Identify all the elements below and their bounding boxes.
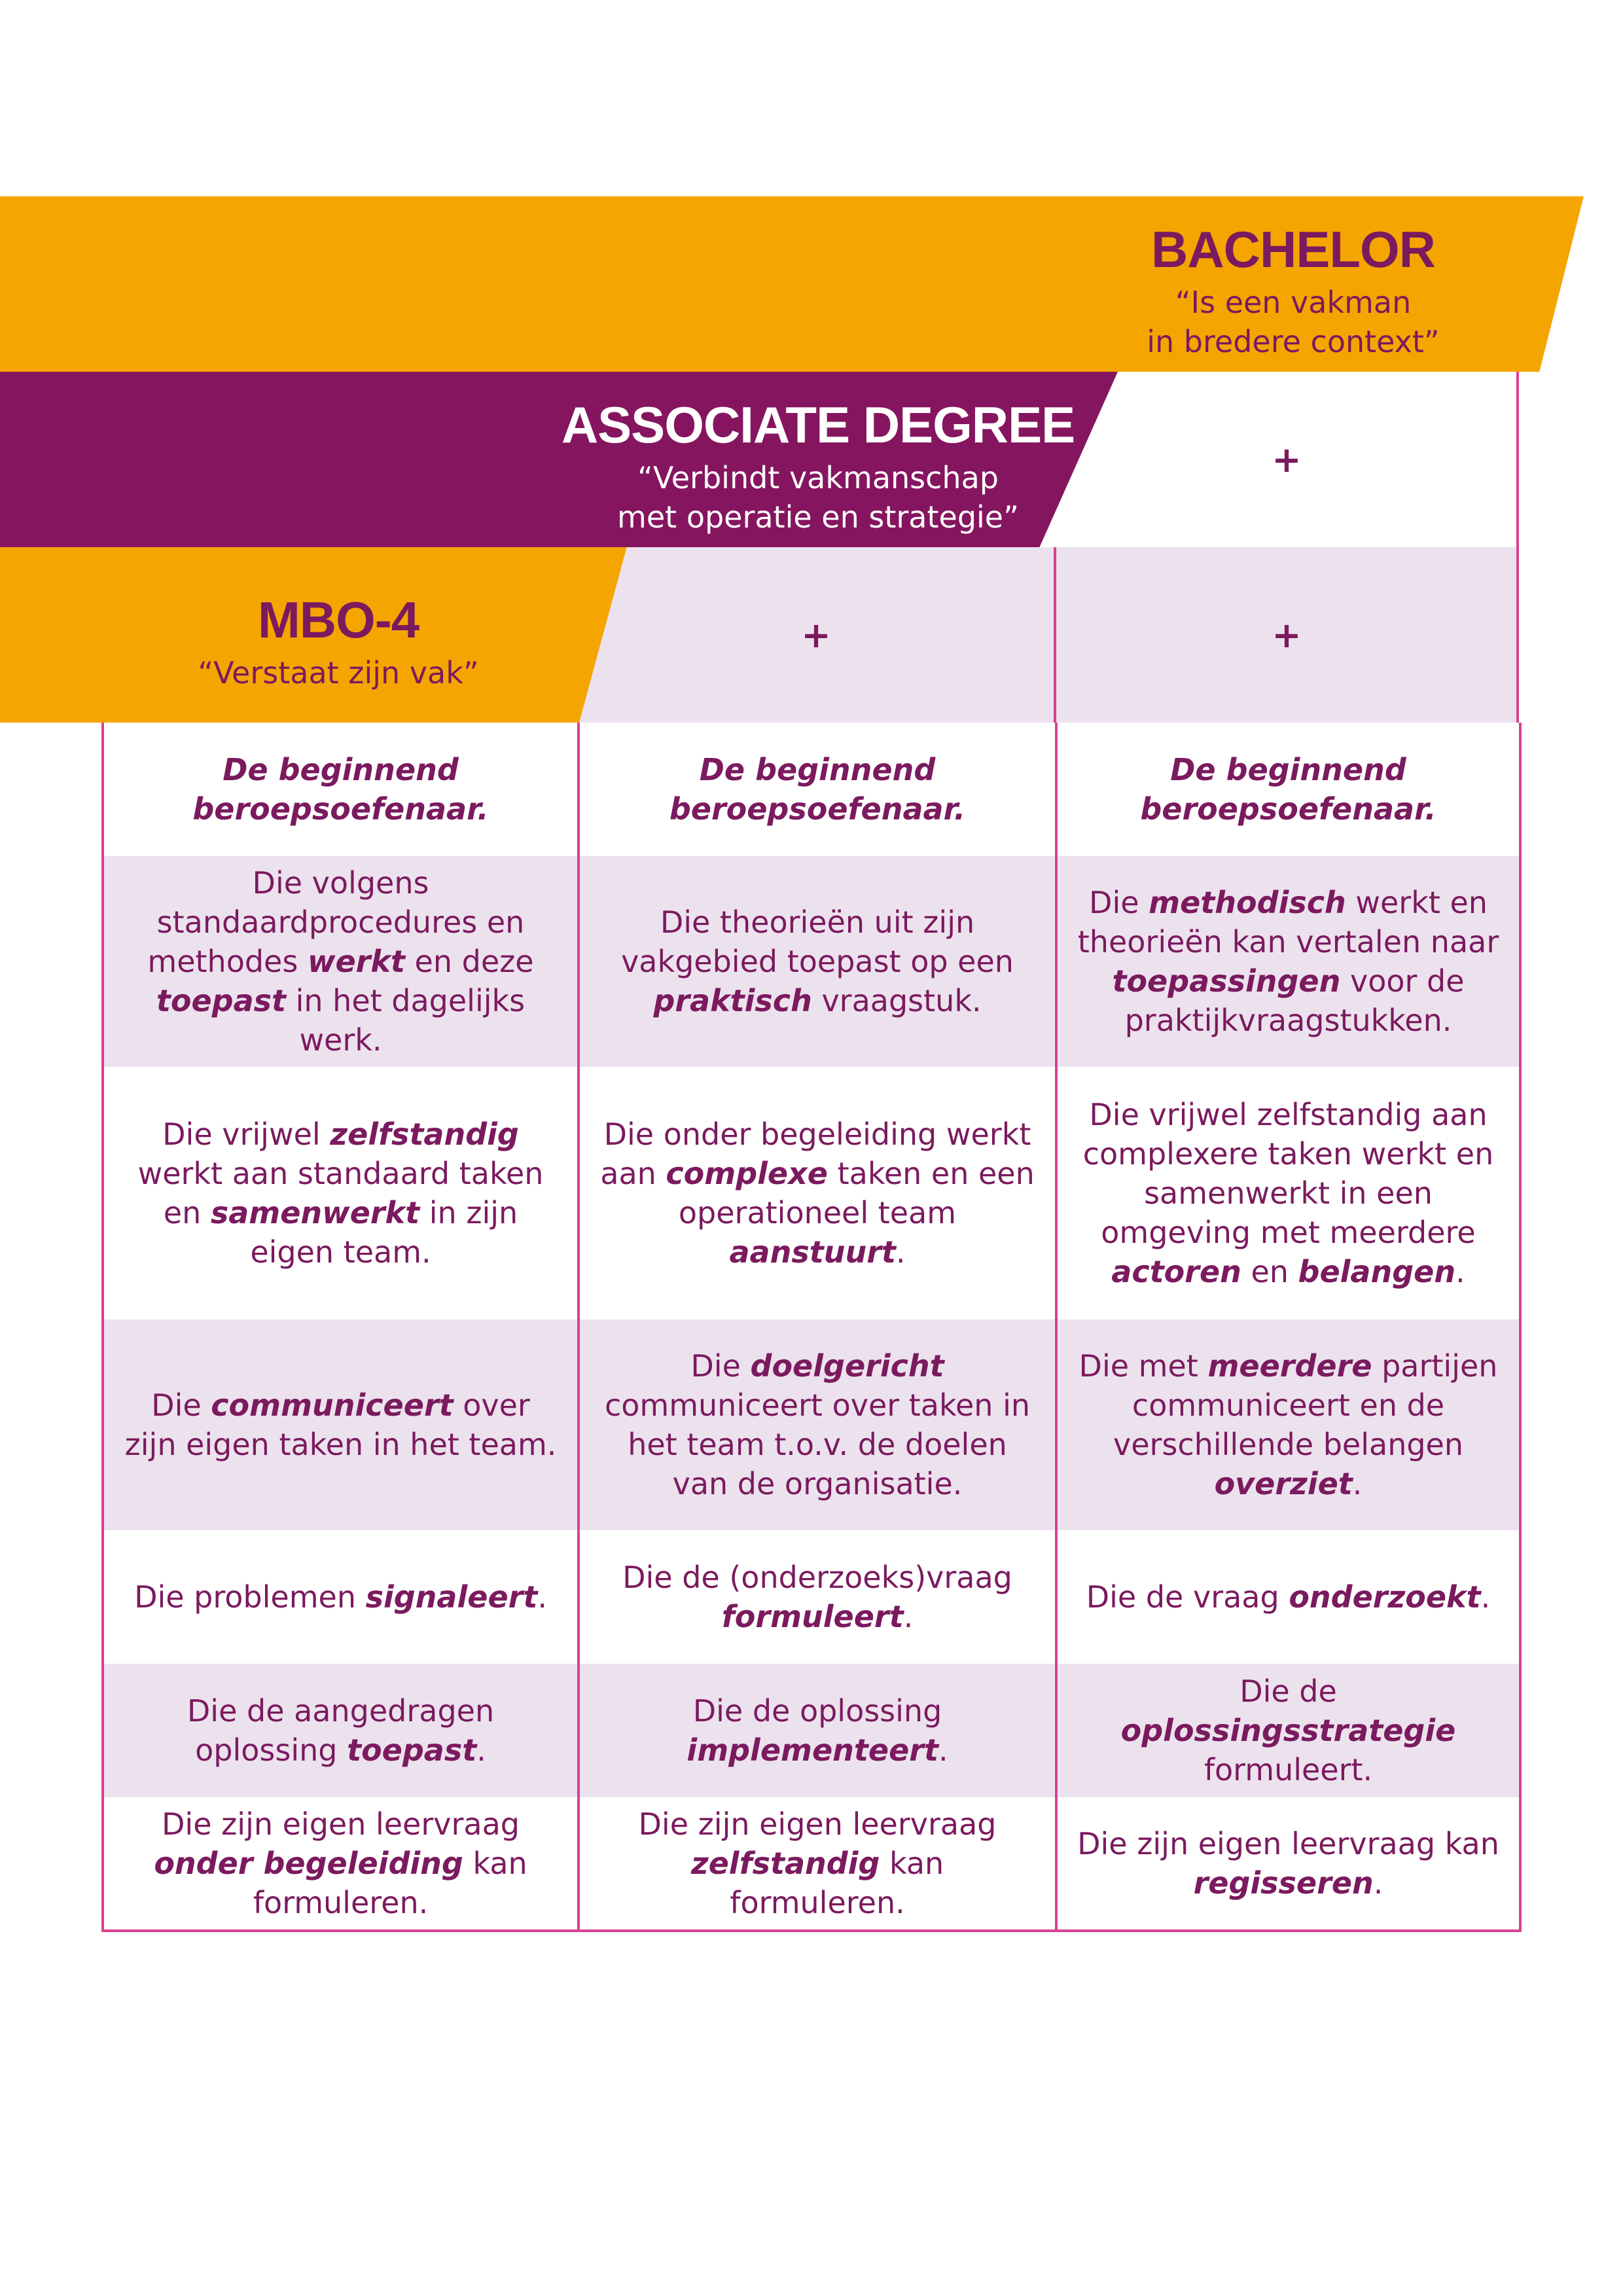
cell-mbo (103, 1797, 579, 1931)
cell-text: Die vrijwel zelfstandig aan complexere taken werkt en samenwerkt in een omgeving met meerdere (1082, 1097, 1494, 1250)
cell-ad (579, 1530, 1056, 1664)
cell-text: . (1455, 1254, 1465, 1289)
cell-text: . (903, 1599, 914, 1634)
cell-bachelor (1056, 1664, 1520, 1797)
table-row (103, 1797, 1520, 1931)
emphasis-text: onder begeleiding (154, 1846, 463, 1881)
table-row (103, 1067, 1520, 1319)
competency-table (101, 723, 1522, 1932)
cell-text: Die zijn eigen leervraag (162, 1806, 520, 1842)
cell-text: Die problemen (134, 1579, 366, 1615)
cell-mbo (103, 856, 579, 1067)
bachelor-plus-row2: + (1272, 615, 1302, 656)
emphasis-text: regisseren (1193, 1865, 1374, 1901)
emphasis-text: toepast (156, 983, 286, 1018)
table-row (103, 856, 1520, 1067)
cell-text: . (1373, 1865, 1383, 1901)
cell-text: in zijn eigen team. (250, 1195, 518, 1270)
cell-text: Die de (1240, 1674, 1337, 1709)
table-row (103, 723, 1520, 856)
cell-text: Die (1089, 885, 1149, 920)
cell-text: Die zijn eigen leervraag (638, 1806, 997, 1842)
cell-text: Die theorieën uit zijn vakgebied toepast op een (621, 905, 1014, 979)
cell-bachelor (1056, 1319, 1520, 1530)
cell-text: . (1480, 1579, 1491, 1615)
cell-text: . (938, 1732, 948, 1768)
bachelor-header (1056, 221, 1530, 361)
associate-degree-header (537, 396, 1099, 537)
emphasis-text: De beginnend beroepsoefenaar. (669, 752, 966, 827)
emphasis-text: formuleert (721, 1599, 904, 1634)
competency-table-body (103, 723, 1520, 1931)
cell-ad (579, 1067, 1056, 1319)
cell-text: over zijn eigen taken in het team. (124, 1388, 557, 1462)
bachelor-title: BACHELOR (1151, 221, 1435, 278)
cell-text: en (1241, 1254, 1298, 1289)
emphasis-text: toepast (347, 1732, 477, 1768)
frame-line-right (1516, 372, 1519, 723)
table-row (103, 1664, 1520, 1797)
cell-text: Die vrijwel (162, 1117, 330, 1152)
emphasis-text: onderzoekt (1289, 1579, 1481, 1615)
cell-text: Die met (1079, 1348, 1208, 1384)
cell-text: vraagstuk. (812, 983, 982, 1018)
cell-text: . (1352, 1466, 1363, 1501)
emphasis-text: praktisch (653, 983, 812, 1018)
emphasis-text: zelfstandig (330, 1117, 519, 1152)
cell-bachelor (1056, 1067, 1520, 1319)
associate-plus: + (801, 615, 831, 656)
cell-text: kan formuleren. (253, 1846, 527, 1920)
cell-text: kan formuleren. (730, 1846, 944, 1920)
cell-ad (579, 856, 1056, 1067)
emphasis-text: De beginnend beroepsoefenaar. (1140, 752, 1436, 827)
emphasis-text: communiceert (211, 1388, 454, 1423)
cell-bachelor (1056, 723, 1520, 856)
emphasis-text: signaleert (365, 1579, 538, 1615)
cell-text: Die de aangedragen oplossing (187, 1693, 495, 1768)
cell-mbo (103, 1664, 579, 1797)
cell-text: Die (151, 1388, 211, 1423)
cell-text: formuleert. (1204, 1752, 1373, 1787)
emphasis-text: toepassingen (1112, 963, 1341, 999)
cell-text: Die de vraag (1086, 1579, 1289, 1615)
cell-text: partijen communiceert en de verschillende belangen (1113, 1348, 1498, 1462)
mbo4-title: MBO-4 (257, 591, 419, 649)
emphasis-text: De beginnend beroepsoefenaar. (192, 752, 489, 827)
emphasis-text: actoren (1111, 1254, 1241, 1289)
frame-line-ad-bachelor (1054, 547, 1056, 723)
table-row (103, 1319, 1520, 1530)
emphasis-text: overziet (1214, 1466, 1353, 1501)
cell-text: Die de (onderzoeks)vraag (622, 1560, 1012, 1595)
cell-ad (579, 1797, 1056, 1931)
cell-mbo (103, 723, 579, 856)
emphasis-text: aanstuurt (729, 1234, 896, 1270)
cell-ad (579, 723, 1056, 856)
cell-mbo (103, 1319, 579, 1530)
table-row (103, 1530, 1520, 1664)
associate-degree-title: ASSOCIATE DEGREE (561, 396, 1075, 454)
cell-text: Die (690, 1348, 751, 1384)
bachelor-plus-row1: + (1272, 439, 1302, 480)
mbo4-quote: “Verstaat zijn vak” (198, 655, 479, 691)
cell-text: . (895, 1234, 906, 1270)
cell-text: . (537, 1579, 547, 1615)
emphasis-text: oplossingsstrategie (1120, 1713, 1456, 1748)
emphasis-text: meerdere (1207, 1348, 1372, 1384)
bachelor-quote-line1: “Is een vakman (1175, 285, 1412, 320)
emphasis-text: zelfstandig (690, 1846, 880, 1881)
cell-ad (579, 1319, 1056, 1530)
cell-text: werkt aan standaard taken en (137, 1156, 544, 1230)
cell-text: voor de praktijkvraagstukken. (1124, 963, 1465, 1038)
cell-mbo (103, 1530, 579, 1664)
mbo4-header (101, 591, 575, 692)
emphasis-text: methodisch (1149, 885, 1346, 920)
cell-text: Die onder begeleiding werkt aan (600, 1117, 1031, 1191)
cell-text: communiceert over taken in het team t.o.v. de doelen van de organisatie. (604, 1388, 1031, 1501)
bachelor-quote-line2: in bredere context” (1147, 324, 1440, 359)
cell-text: Die zijn eigen leervraag kan (1077, 1826, 1499, 1861)
cell-text: werkt en theorieën kan vertalen naar (1077, 885, 1499, 960)
emphasis-text: belangen (1298, 1254, 1456, 1289)
emphasis-text: werkt (307, 944, 405, 979)
cell-bachelor (1056, 1797, 1520, 1931)
emphasis-text: doelgericht (750, 1348, 944, 1384)
cell-text: en deze (404, 944, 534, 979)
emphasis-text: implementeert (687, 1732, 938, 1768)
cell-mbo (103, 1067, 579, 1319)
cell-text: in het dagelijks werk. (286, 983, 526, 1058)
associate-degree-quote-line1: “Verbindt vakmanschap (637, 460, 999, 495)
emphasis-text: complexe (666, 1156, 828, 1191)
emphasis-text: samenwerkt (210, 1195, 420, 1230)
associate-degree-quote-line2: met operatie en strategie” (617, 499, 1019, 535)
cell-bachelor (1056, 1530, 1520, 1664)
cell-text: Die volgens standaardprocedures en methodes (147, 865, 525, 979)
cell-ad (579, 1664, 1056, 1797)
cell-text: taken en een operationeel team (678, 1156, 1035, 1230)
cell-text: Die de oplossing (692, 1693, 942, 1729)
cell-bachelor (1056, 856, 1520, 1067)
cell-text: . (476, 1732, 486, 1768)
